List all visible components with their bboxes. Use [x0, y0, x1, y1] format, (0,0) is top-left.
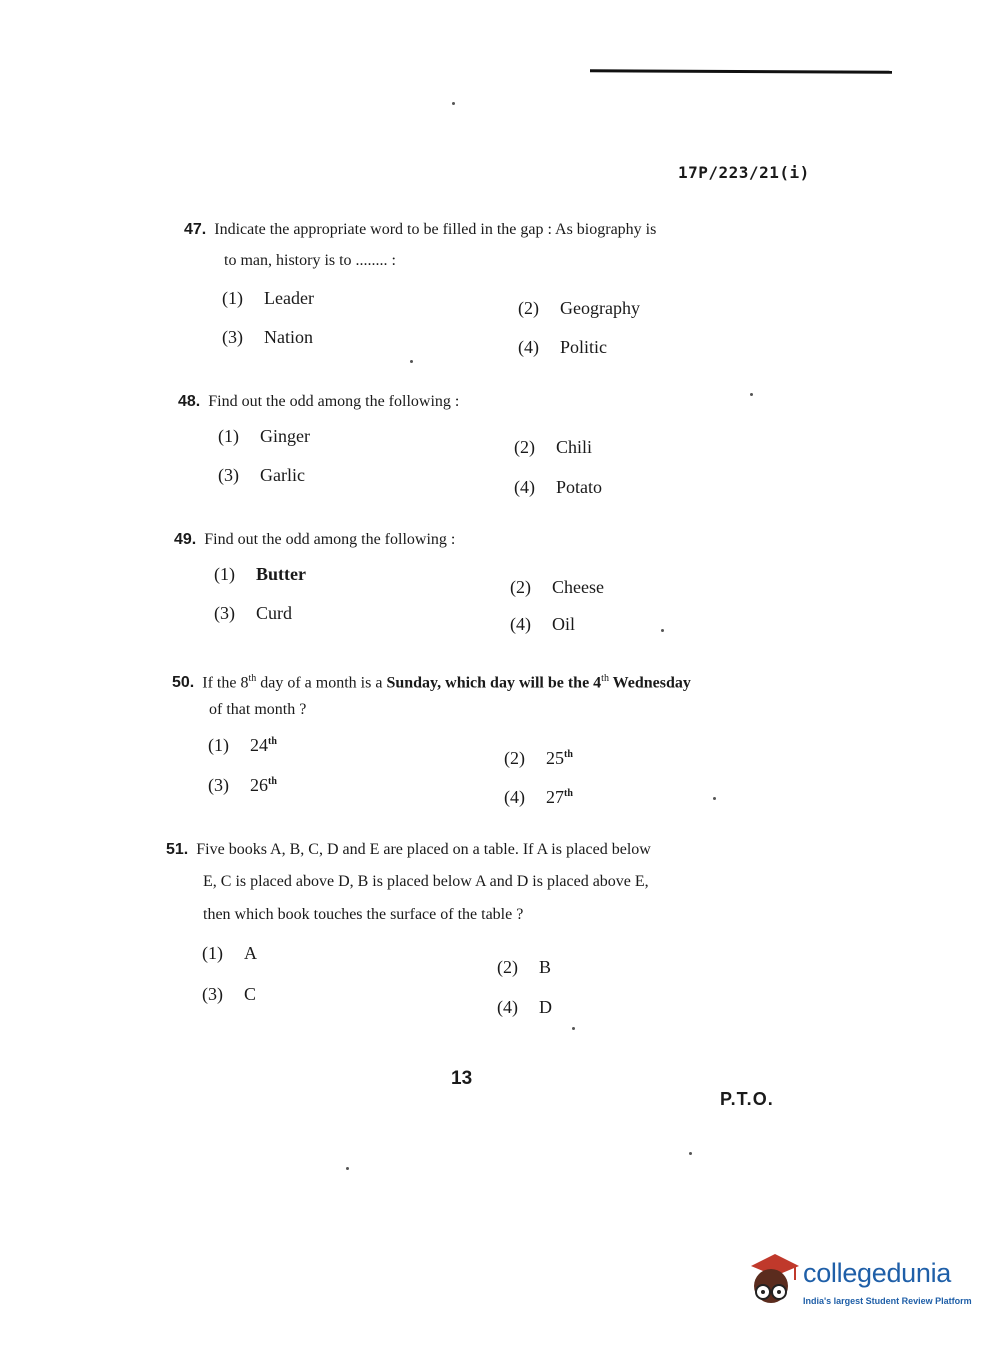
question-text-line2: to man, history is to ........ : — [224, 252, 396, 269]
question-text: 50. If the 8th day of a month is a Sunday, which day will be the 4th Wednesday — [172, 673, 691, 692]
scan-speck — [410, 360, 413, 363]
option-3: (3) C — [202, 984, 257, 1004]
option-2: (2) B — [497, 957, 552, 977]
option-3: (3) Nation — [222, 327, 313, 347]
question-number: 47. — [184, 221, 207, 238]
option-2: (2) 25th — [504, 748, 573, 768]
option-1: (1) Ginger — [218, 426, 310, 446]
option-1: (1) 24th — [208, 735, 277, 755]
question-text: 51. Five books A, B, C, D and E are placed on a table. If A is placed below — [166, 841, 651, 858]
option-1: (1) A — [202, 943, 257, 963]
option-4: (4) Potato — [514, 477, 603, 497]
page-number: 13 — [451, 1068, 473, 1089]
scan-speck — [689, 1152, 692, 1155]
option-4: (4) Politic — [518, 337, 608, 357]
brand-name: collegedunia — [803, 1258, 952, 1288]
option-1: (1) Leader — [222, 288, 314, 308]
scan-speck — [713, 797, 716, 800]
option-2: (2) Cheese — [510, 577, 604, 597]
collegedunia-logo — [745, 1252, 975, 1312]
option-3: (3) Curd — [214, 603, 292, 623]
pto-label: P.T.O. — [720, 1089, 774, 1109]
paper-code: 17P/223/21(i) — [678, 163, 810, 182]
option-4: (4) Oil — [510, 614, 576, 634]
question-text: 49. Find out the odd among the following : — [174, 531, 456, 548]
top-rule — [590, 69, 892, 74]
logo-mascot-icon — [745, 1252, 800, 1310]
question-text: 48. Find out the odd among the following : — [178, 393, 460, 410]
option-4: (4) 27th — [504, 787, 573, 807]
question-text-line2: E, C is placed above D, B is placed below A and D is placed above E, — [203, 873, 649, 890]
option-2: (2) Chili — [514, 437, 593, 457]
scan-speck — [661, 629, 664, 632]
question-number: 51. — [166, 841, 189, 858]
scan-speck — [452, 102, 455, 105]
question-number: 50. — [172, 674, 195, 692]
scan-speck — [572, 1027, 575, 1030]
option-2: (2) Geography — [518, 298, 640, 318]
option-4: (4) D — [497, 997, 552, 1017]
question-number: 48. — [178, 393, 201, 410]
option-3: (3) Garlic — [218, 465, 305, 485]
brand-tagline: India's largest Student Review Platform — [803, 1296, 972, 1306]
option-1: (1) Butter — [214, 564, 306, 584]
question-text: 47. Indicate the appropriate word to be filled in the gap : As biography is — [184, 221, 657, 238]
option-3: (3) 26th — [208, 775, 277, 795]
question-text-line3: then which book touches the surface of the table ? — [203, 906, 524, 923]
question-number: 49. — [174, 531, 197, 548]
question-text-line2: of that month ? — [209, 701, 307, 718]
scan-speck — [346, 1167, 349, 1170]
scan-speck — [750, 393, 753, 396]
